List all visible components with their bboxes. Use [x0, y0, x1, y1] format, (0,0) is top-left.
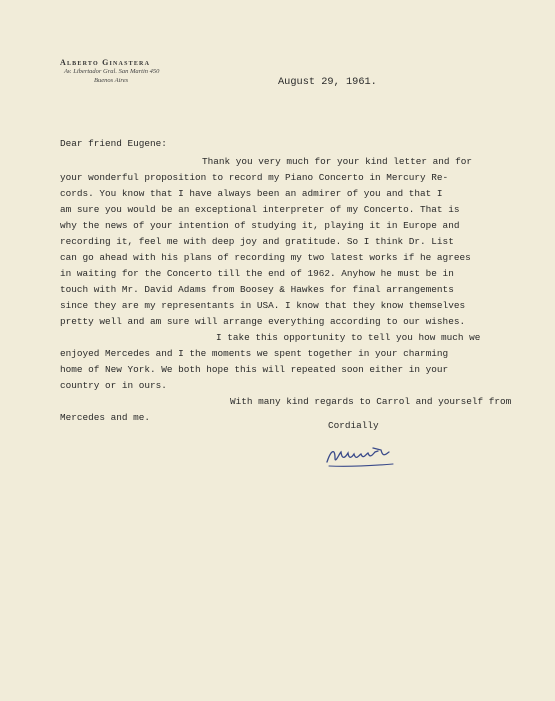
body-line: Thank you very much for your kind letter and for	[202, 156, 473, 167]
body-line: cords. You know that I have always been an admirer of you and that I	[60, 188, 443, 199]
body-line: why the news of your intention of studying it, playing it in Europe and	[60, 220, 460, 231]
body-line: country or in ours.	[60, 380, 167, 391]
letter-date: August 29, 1961.	[278, 76, 377, 88]
closing: Cordially	[328, 420, 379, 431]
body-line: recording it, feel me with deep joy and gratitude. So I think Dr. List	[60, 236, 454, 247]
letterhead	[60, 58, 260, 85]
body-line: home of New York. We both hope this will repeated soon either in your	[60, 364, 449, 375]
body-line: Mercedes and me.	[60, 412, 151, 423]
body-line: in waiting for the Concerto till the end of 1962. Anyhow he must be in	[60, 268, 454, 279]
letterhead-address: Av. Libertador Gral. San Martin 450	[64, 68, 160, 75]
body-line: since they are my representants in USA. I know that they know themselves	[60, 300, 466, 311]
body-line: your wonderful proposition to record my Piano Concerto in Mercury Re-	[60, 172, 449, 183]
letterhead-name: Alberto Ginastera	[60, 58, 151, 67]
handwritten-signature	[323, 444, 403, 470]
body-line: I take this opportunity to tell you how much we	[216, 332, 481, 343]
letterhead-city: Buenos Aires	[94, 77, 129, 84]
body-line: pretty well and am sure will arrange everything according to our wishes.	[60, 316, 466, 327]
body-line: am sure you would be an exceptional interpreter of my Concerto. That is	[60, 204, 460, 215]
body-line: enjoyed Mercedes and I the moments we spent together in your charming	[60, 348, 449, 359]
body-line: With many kind regards to Carrol and yourself from	[230, 396, 512, 407]
salutation: Dear friend Eugene:	[60, 138, 167, 149]
body-line: can go ahead with his plans of recording my two latest works if he agrees	[60, 252, 471, 263]
body-line: touch with Mr. David Adams from Boosey & Hawkes for final arrangements	[60, 284, 454, 295]
